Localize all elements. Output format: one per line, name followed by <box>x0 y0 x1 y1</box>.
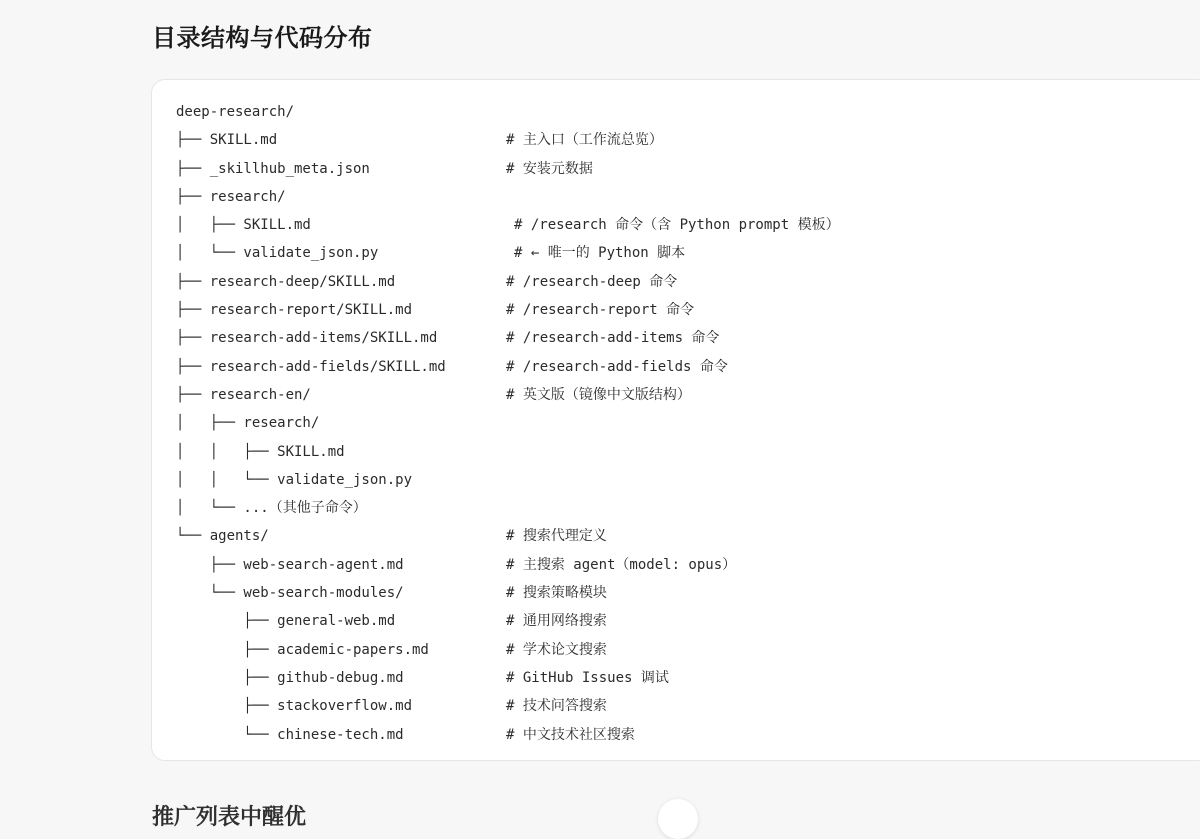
tree-comment: # 英文版（镜像中文版结构） <box>506 386 691 403</box>
tree-path: ├── _skillhub_meta.json <box>176 160 370 177</box>
tree-comment: # /research 命令（含 Python prompt 模板） <box>514 217 840 234</box>
tree-comment: # /research-deep 命令 <box>506 273 678 290</box>
tree-comment: # 安装元数据 <box>506 160 593 177</box>
tree-path: deep-research/ <box>176 104 295 120</box>
tree-comment: # 学术论文搜索 <box>506 641 607 658</box>
tree-path: │ └── ...（其他子命令） <box>176 500 367 517</box>
tree-path: ├── general-web.md <box>176 613 396 630</box>
tree-path: ├── SKILL.md <box>176 132 278 149</box>
tree-path: ├── github-debug.md <box>176 669 404 686</box>
tree-path: ├── academic-papers.md <box>176 641 429 658</box>
tree-comment: # 通用网络搜索 <box>506 613 607 630</box>
tree-path: │ ├── SKILL.md <box>176 217 311 234</box>
tree-path: ├── web-search-agent.md <box>176 556 404 573</box>
tree-path: ├── research-deep/SKILL.md <box>176 273 396 290</box>
tree-path: ├── stackoverflow.md <box>176 698 413 715</box>
code-block <box>151 79 1200 761</box>
tree-path: └── chinese-tech.md <box>176 726 404 743</box>
tree-comment: # GitHub Issues 调试 <box>506 669 669 686</box>
tree-path: │ └── validate_json.py <box>176 245 379 262</box>
tree-path: │ │ ├── SKILL.md <box>176 443 345 460</box>
tree-path: └── web-search-modules/ <box>176 585 404 602</box>
tree-path: ├── research/ <box>176 188 286 205</box>
tree-path: ├── research-en/ <box>176 386 311 403</box>
next-section-heading: 推广列表中醒优 <box>152 805 307 830</box>
tree-path: ├── research-add-fields/SKILL.md <box>176 358 446 375</box>
tree-comment: # 搜索代理定义 <box>506 528 607 545</box>
tree-comment: # /research-add-fields 命令 <box>506 358 728 375</box>
scroll-button[interactable] <box>658 799 698 839</box>
tree-comment: # /research-report 命令 <box>506 302 695 319</box>
tree-comment: # 主入口（工作流总览） <box>506 132 663 149</box>
tree-comment: # 技术问答搜索 <box>506 698 607 715</box>
tree-comment: # /research-add-items 命令 <box>506 330 720 347</box>
page-title: 目录结构与代码分布 <box>152 24 373 52</box>
tree-comment: # 中文技术社区搜索 <box>506 726 635 743</box>
tree-path: ├── research-report/SKILL.md <box>176 302 413 319</box>
tree-path: │ ├── research/ <box>176 415 320 432</box>
tree-comment: # ← 唯一的 Python 脚本 <box>514 245 686 262</box>
tree-path: │ │ └── validate_json.py <box>176 471 413 488</box>
tree-path: ├── research-add-items/SKILL.md <box>176 330 438 347</box>
tree-comment: # 主搜索 agent（model: opus） <box>506 556 737 573</box>
tree-comment: # 搜索策略模块 <box>506 585 607 602</box>
tree-path: └── agents/ <box>176 528 269 545</box>
